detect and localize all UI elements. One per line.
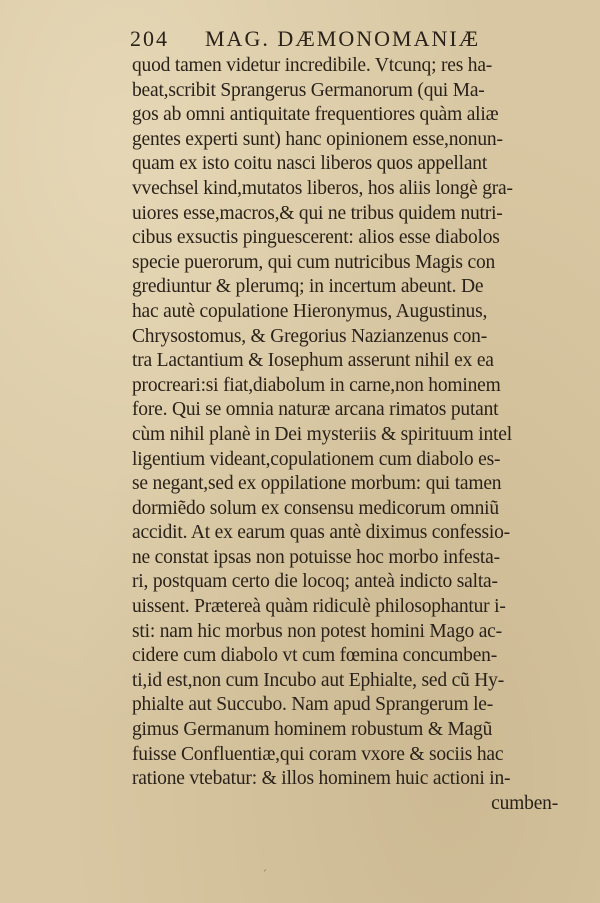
printer-mark: ˊ (262, 870, 267, 881)
text-line: vvechsel kind,mutatos liberos, hos aliis longè gra- (132, 177, 513, 199)
running-title: MAG. DÆMONOMANIÆ (205, 26, 481, 51)
text-line: gimus Germanum hominem robustum & Magũ (132, 719, 493, 741)
text-line: uiores esse,macros,& qui ne tribus quidem nutri- (132, 202, 503, 224)
text-line: cidere cum diabolo vt cum fœmina concumben- (132, 645, 498, 667)
text-line: cùm nihil planè in Dei mysteriis & spirituum intel (132, 423, 512, 445)
text-line: hac autè copulatione Hieronymus, Augustinus, (132, 300, 488, 322)
text-line: fore. Qui se omnia naturæ arcana rimatos putant (132, 399, 499, 421)
body-text (132, 54, 572, 816)
text-line: cibus exsuctis pinguescerent: alios esse diabolos (132, 227, 500, 249)
text-line: gentes experti sunt) hanc opinionem esse,nonun- (132, 128, 503, 150)
text-line: accidit. At ex earum quas antè diximus confessio- (132, 522, 510, 544)
text-line: se negant,sed ex oppilatione morbum: qui tamen (132, 473, 502, 495)
page-number: 204 (130, 26, 169, 51)
text-line: Chrysostomus, & Gregorius Nazianzenus con- (132, 325, 487, 347)
text-line: specie puerorum, qui cum nutricibus Magis con (132, 251, 496, 273)
text-line: quam ex isto coitu nasci liberos quos appellant (132, 153, 488, 175)
text-line: sti: nam hic morbus non potest homini Mago ac- (132, 620, 502, 642)
text-line: tra Lactantium & Iosephum asserunt nihil ex ea (132, 350, 494, 372)
text-line: phialte aut Succubo. Nam apud Sprangerum le- (132, 694, 494, 716)
text-line: fuisse Confluentiæ,qui coram vxore & sociis hac (132, 743, 504, 765)
text-line: ratione vtebatur: & illos hominem huic actioni in- (132, 768, 511, 790)
text-line: procreari:si fiat,diabolum in carne,non hominem (132, 374, 501, 396)
running-header (130, 26, 550, 52)
text-line: gos ab omni antiquitate frequentiores quàm aliæ (132, 104, 499, 126)
text-line: ligentium videant,copulationem cum diabolo es- (132, 448, 501, 470)
text-line: ne constat ipsas non potuisse hoc morbo infesta- (132, 546, 500, 568)
catchword: cumben- (491, 792, 558, 814)
text-line: beat,scribit Sprangerus Germanorum (qui Ma- (132, 79, 485, 101)
text-line: ti,id est,non cum Incubo aut Ephialte, sed cũ Hy- (132, 669, 504, 691)
text-line: ri, postquam certo die locoq; anteà indicto salta- (132, 571, 498, 593)
text-line: dormiẽdo solum ex consensu medicorum omniũ (132, 497, 499, 519)
text-line: grediuntur & plerumq; in incertum abeunt. De (132, 276, 484, 298)
text-line: uissent. Prætereà quàm ridiculè philosophantur i- (132, 596, 506, 618)
text-line: quod tamen videtur incredibile. Vtcunq; res ha- (132, 55, 493, 76)
